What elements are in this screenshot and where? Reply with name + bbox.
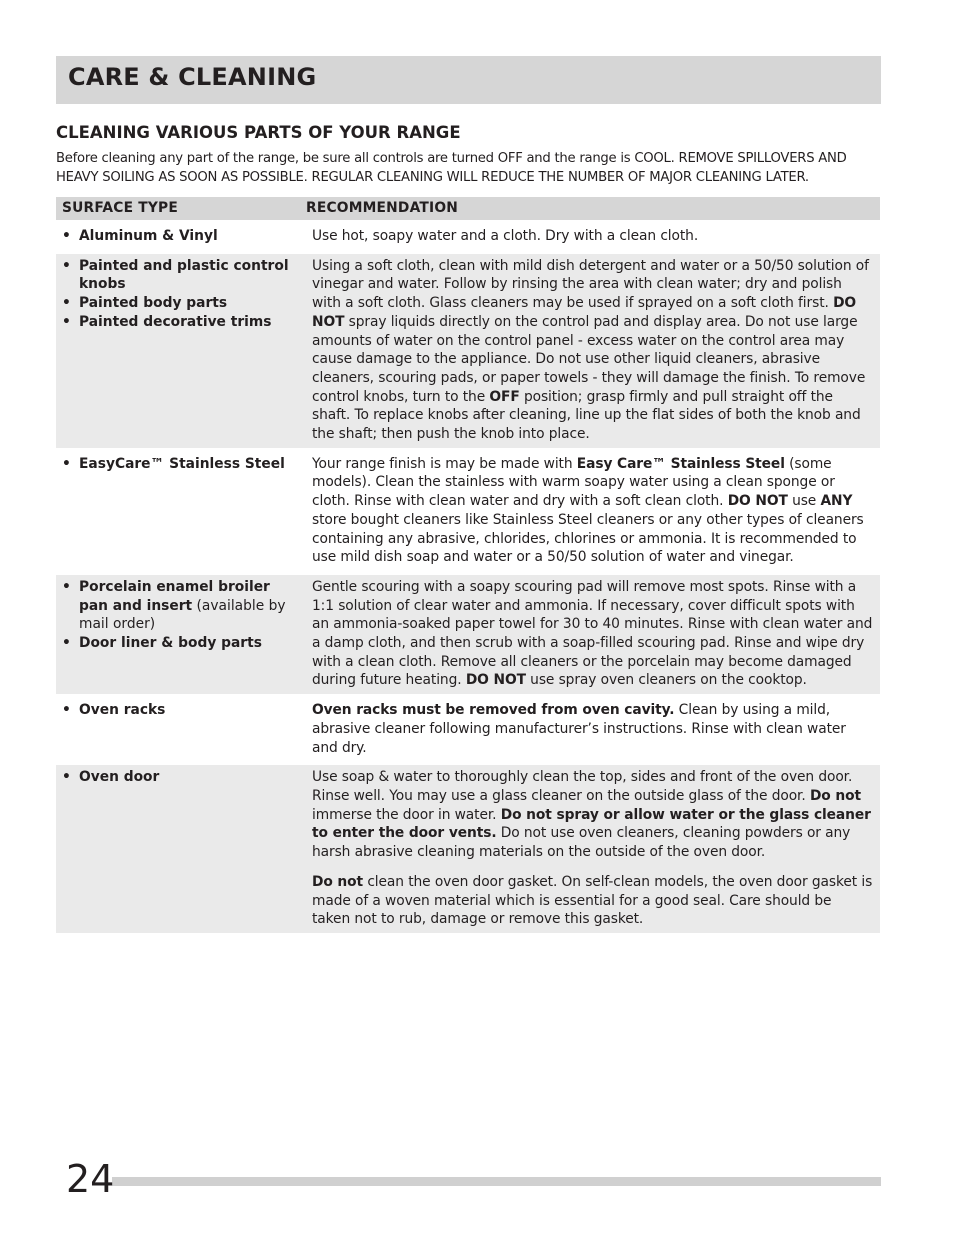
recommendation-text: DO NOT bbox=[312, 295, 857, 330]
recommendation-paragraph bbox=[312, 455, 873, 567]
recommendation-text: immerse the door in water. bbox=[312, 806, 501, 823]
table-row bbox=[56, 452, 880, 571]
recommendation-paragraph bbox=[312, 227, 873, 246]
recommendation-text: OFF bbox=[489, 388, 520, 405]
surface-text: Painted body parts bbox=[79, 295, 228, 312]
recommendation-text: DO NOT bbox=[465, 672, 526, 689]
recommendation-paragraph bbox=[312, 768, 873, 862]
surface-type-cell bbox=[56, 224, 300, 250]
surface-list-item bbox=[62, 701, 294, 720]
recommendation-text: position; grasp firmly and pull straight off the shaft. To replace knobs after cleaning, line up the flat sides of both the knob and the shaft; then push the knob into place. bbox=[312, 388, 861, 443]
recommendation-text: (some models). Clean the stainless with warm soapy water using a clean sponge or cloth. Rinse with clean water and dry with a soft clean cloth. bbox=[312, 455, 835, 510]
surface-list-item bbox=[62, 578, 294, 634]
recommendation-cell bbox=[300, 765, 880, 933]
recommendation-paragraph bbox=[312, 578, 873, 690]
surface-list-item bbox=[62, 227, 294, 246]
table-row bbox=[56, 765, 880, 933]
surface-list-item bbox=[62, 768, 294, 787]
recommendation-text: Use soap & water to thoroughly clean the top, sides and front of the oven door. Rinse well. You may use a glass cleaner on the outside glass of the door. bbox=[312, 769, 853, 804]
recommendation-text: Do not bbox=[312, 873, 364, 890]
table-body bbox=[56, 224, 880, 933]
surface-text: Porcelain enamel broiler pan and insert bbox=[79, 578, 270, 614]
recommendation-text: ANY bbox=[820, 493, 853, 510]
recommendation-text: Gentle scouring with a soapy scouring pad will remove most spots. Rinse with a 1:1 solution of clear water and ammonia. If necessary, cover difficult spots with an ammonia-soaked paper towel for 30 to 40 minutes. Rinse with clean water and a damp cloth, and then scrub with a soap-filled scouring pad. Rinse and wipe dry with a clean cloth. Remove all cleaners or the porcelain may become damaged during future heating. bbox=[312, 578, 873, 689]
footer-bar bbox=[112, 1177, 881, 1186]
surface-list bbox=[62, 257, 294, 332]
recommendation-text: Oven racks must be removed from oven cavity. bbox=[312, 702, 675, 719]
recommendation-cell bbox=[300, 254, 880, 448]
recommendation-text: Clean by using a mild, abrasive cleaner following manufacturer’s instructions. Rinse with clean water and dry. bbox=[312, 702, 846, 756]
recommendation-text: Use hot, soapy water and a cloth. Dry with a clean cloth. bbox=[312, 228, 699, 244]
surface-type-cell bbox=[56, 254, 300, 448]
section-banner bbox=[56, 56, 881, 104]
surface-type-cell bbox=[56, 765, 300, 933]
recommendation-cell bbox=[300, 575, 880, 694]
surface-list-item bbox=[62, 294, 294, 313]
recommendation-paragraph bbox=[312, 257, 873, 444]
recommendation-text: Your range finish is may be made with bbox=[312, 455, 577, 472]
recommendation-text: Do not use oven cleaners, cleaning powders or any harsh abrasive cleaning materials on the outside of the oven door. bbox=[312, 825, 851, 861]
table-row bbox=[56, 698, 880, 761]
cleaning-table bbox=[56, 193, 880, 937]
surface-list-item bbox=[62, 313, 294, 332]
table-header-row bbox=[56, 197, 880, 220]
recommendation-text: clean the oven door gasket. On self-clean models, the oven door gasket is made of a woven material which is essential for a good seal. Care should be taken not to rub, damage or remove this gasket. bbox=[312, 873, 873, 928]
surface-type-cell bbox=[56, 452, 300, 571]
header-surface-type: SURFACE TYPE bbox=[56, 197, 300, 220]
intro-paragraph: Before cleaning any part of the range, be sure all controls are turned OFF and the range is COOL. REMOVE SPILLOVERS AND HEAVY SOILING AS SOON AS POSSIBLE. REGULAR CLEANING WILL REDUCE THE NUMBER OF MAJOR CLEANING LATER. bbox=[56, 151, 847, 185]
surface-text: Painted decorative trims bbox=[79, 313, 272, 330]
recommendation-text: Easy Care™ Stainless Steel bbox=[576, 455, 785, 472]
surface-list bbox=[62, 578, 294, 653]
surface-text: Oven racks bbox=[79, 702, 166, 719]
recommendation-cell bbox=[300, 452, 880, 571]
surface-list bbox=[62, 455, 294, 474]
surface-list bbox=[62, 701, 294, 720]
section-title: CLEANING VARIOUS PARTS OF YOUR RANGE bbox=[56, 123, 461, 142]
recommendation-text: DO NOT bbox=[727, 493, 788, 510]
surface-text: EasyCare™ Stainless Steel bbox=[79, 455, 285, 472]
banner-title: CARE & CLEANING bbox=[68, 63, 317, 91]
recommendation-text: use spray oven cleaners on the cooktop. bbox=[525, 672, 807, 689]
recommendation-text: spray liquids directly on the control pad and display area. Do not use large amounts of water on the control panel - excess water on the control area may cause damage to the appliance. Do not use other liquid cleaners, abrasive cleaners, scouring pads, or paper towels - they will damage the finish. To remove control knobs, turn to the bbox=[312, 313, 866, 405]
surface-list-item bbox=[62, 634, 294, 653]
header-recommendation: RECOMMENDATION bbox=[300, 197, 880, 220]
surface-text: Aluminum & Vinyl bbox=[79, 228, 218, 244]
surface-type-cell bbox=[56, 698, 300, 761]
surface-list bbox=[62, 768, 294, 787]
table-row bbox=[56, 224, 880, 250]
table-row bbox=[56, 575, 880, 694]
surface-text: Painted and plastic control knobs bbox=[79, 257, 289, 293]
table-row bbox=[56, 254, 880, 448]
surface-text: Oven door bbox=[79, 769, 160, 786]
recommendation-paragraph bbox=[312, 873, 873, 929]
recommendation-text: use bbox=[787, 493, 821, 510]
surface-type-cell bbox=[56, 575, 300, 694]
surface-list bbox=[62, 227, 294, 246]
surface-list-item bbox=[62, 455, 294, 474]
surface-text: (available by mail order) bbox=[79, 597, 286, 633]
surface-list-item bbox=[62, 257, 294, 294]
recommendation-text: Do not spray or allow water or the glass cleaner to enter the door vents. bbox=[312, 806, 871, 842]
recommendation-text: store bought cleaners like Stainless Steel cleaners or any other types of cleaners containing any abrasive, chlorides, chlorines or ammonia. It is recommended to use mild dish soap and water or a 50/50 solution of water and vinegar. bbox=[312, 511, 864, 566]
recommendation-cell bbox=[300, 224, 880, 250]
recommendation-paragraph bbox=[312, 701, 873, 757]
page-number: 24 bbox=[66, 1157, 115, 1201]
recommendation-text: Do not bbox=[809, 787, 861, 804]
surface-text: Door liner & body parts bbox=[79, 635, 262, 652]
recommendation-cell bbox=[300, 698, 880, 761]
recommendation-text: Using a soft cloth, clean with mild dish detergent and water or a 50/50 solution of vinegar and water. Follow by rinsing the area with clean water; dry and polish with a soft cloth. Glass cleaners may be used if sprayed on a soft cloth first. bbox=[312, 257, 869, 312]
